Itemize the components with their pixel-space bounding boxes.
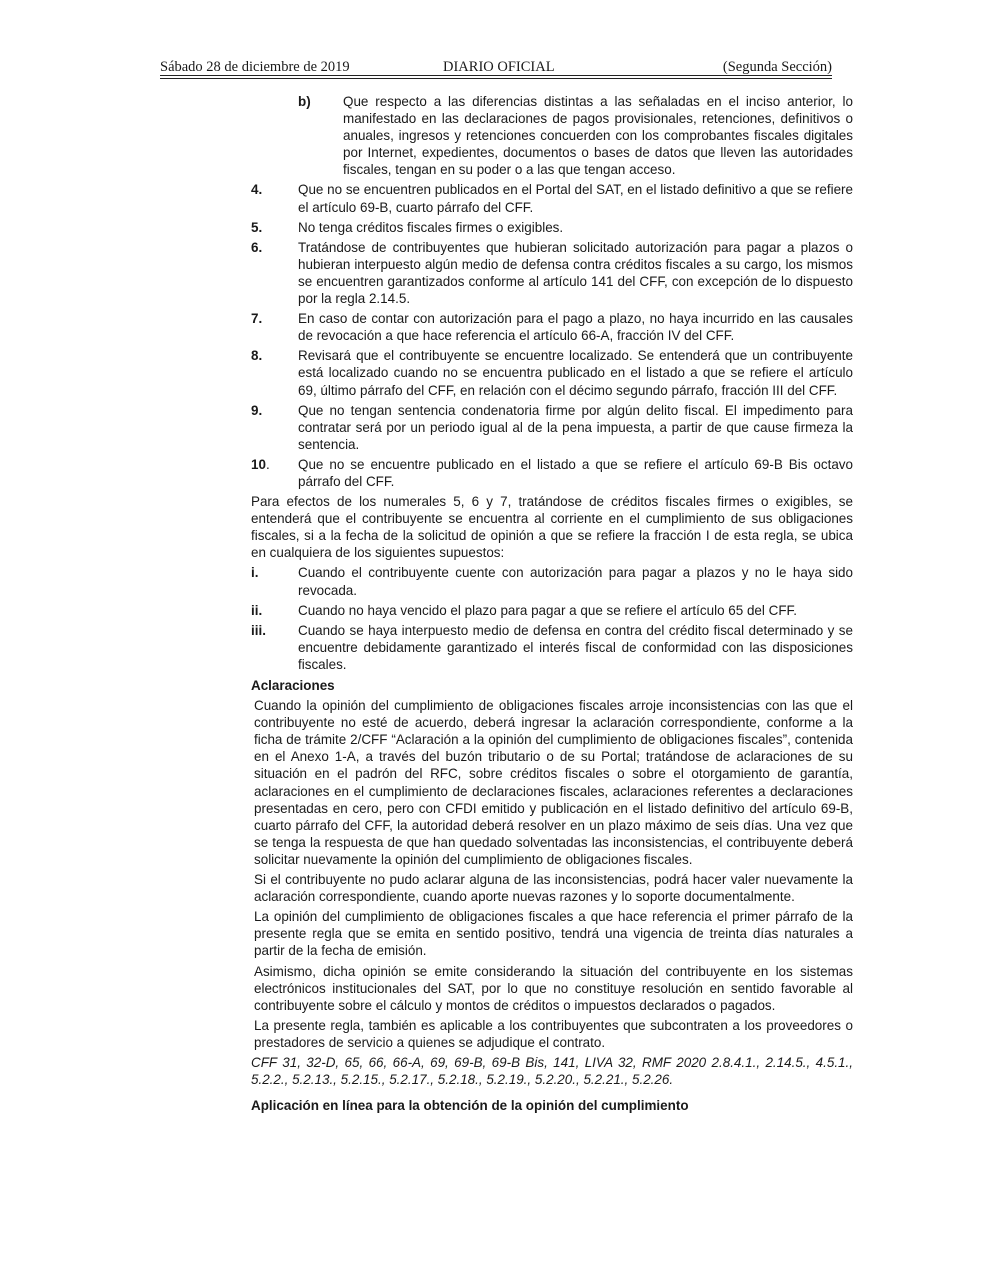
list-item-10 [251, 456, 853, 490]
item-number: 7. [251, 311, 263, 327]
item-text: Cuando el contribuyente cuente con autorización para pagar a plazos y no le haya sido revocada. [298, 565, 853, 598]
paragraph-numerales: Para efectos de los numerales 5, 6 y 7, tratándose de créditos fiscales firmes o exigibles, se entenderá que el contribuyente se encuentra al corriente en el cumplimiento de sus obligaciones fiscales, si a la fecha de la solicitud de opinión a que se refiere la fracción I de esta regla, se ubica en cualquiera de los siguientes supuestos: [251, 494, 853, 561]
item-text: Cuando no haya vencido el plazo para pagar a que se refiere el artículo 65 del CFF. [298, 602, 797, 618]
header-rule-top [160, 75, 832, 76]
list-item-6 [251, 239, 853, 307]
item-text: En caso de contar con autorización para el pago a plazo, no haya incurrido en las causales de revocación a que hace referencia el artículo 66-A, fracción IV del CFF. [298, 311, 853, 344]
item-number: ii. [251, 602, 263, 618]
list-item-5 [251, 219, 853, 236]
item-text: Cuando se haya interpuesto medio de defensa en contra del crédito fiscal determinado y se encuentre debidamente garantizado el interés fiscal de conformidad con las disposiciones fiscales. [298, 622, 853, 672]
item-text: Que no se encuentren publicados en el Portal del SAT, en el listado definitivo a que se refiere el artículo 69-B, cuarto párrafo del CFF. [298, 182, 853, 215]
item-text: Que no se encuentre publicado en el listado a que se refiere el artículo 69-B Bis octavo párrafo del CFF. [298, 456, 853, 489]
header-section: (Segunda Sección) [722, 59, 832, 75]
list-item-8 [251, 347, 853, 398]
legal-references: CFF 31, 32-D, 65, 66, 66-A, 69, 69-B, 69-B Bis, 141, LIVA 32, RMF 2020 2.8.4.1., 2.14.5., 4.5.1., 5.2.2., 5.2.13., 5.2.15., 5.2.17., 5.2.18., 5.2.19., 5.2.20., 5.2.21., 5.2.26. [251, 1054, 853, 1088]
item-number: iii. [251, 622, 266, 638]
item-text: Que respecto a las diferencias distintas a las señaladas en el inciso anterior, lo manifestado en las declaraciones de pagos provisionales, retenciones, definitivos o anuales, ingresos y retenciones concuerden con los comprobantes fiscales digitales por Internet, expedientes, documentos o bases de datos que lleven las autoridades fiscales, tengan en su poder o a las que tengan acceso. [343, 94, 853, 178]
list-item-ii [251, 602, 853, 619]
section-heading-next: Aplicación en línea para la obtención de la opinión del cumplimiento [251, 1098, 689, 1114]
item-text: Revisará que el contribuyente se encuentre localizado. Se entenderá que un contribuyente está localizado cuando no se encuentra publicado en el listado a que se refiere el artículo 69, último párrafo del CFF, en relación con el décimo segundo párrafo, fracción III del CFF. [298, 348, 853, 398]
item-number: 5. [251, 219, 263, 235]
item-label: b) [298, 94, 311, 109]
paragraph: La presente regla, también es aplicable a los contribuyentes que subcontraten a los proveedores o prestadores de servicio a quienes se adjudique el contrato. [254, 1017, 853, 1050]
item-number: 8. [251, 348, 263, 364]
header-date: Sábado 28 de diciembre de 2019 [160, 59, 350, 75]
paragraph: Asimismo, dicha opinión se emite considerando la situación del contribuyente en los sistemas electrónicos institucionales del SAT, por lo que no constituye resolución en sentido favorable al contribuyente sobre el cálculo y montos de créditos o impuestos declarados o pagados. [254, 963, 853, 1013]
document-body [251, 93, 853, 1117]
paragraph: Si el contribuyente no pudo aclarar alguna de las inconsistencias, podrá hacer valer nuevamente la aclaración correspondiente, cuando aporte nuevas razones y lo soporte documentalmente. [254, 872, 853, 905]
list-item-iii [251, 622, 853, 673]
list-item-7 [251, 310, 853, 344]
item-number [251, 456, 298, 490]
item-number-suffix: . [265, 456, 270, 472]
item-text: Que no tengan sentencia condenatoria firme por algún delito fiscal. El impedimento para contratar será por un periodo igual al de la pena impuesta, a partir de que cause firmeza la sentencia. [298, 402, 853, 452]
item-number: 9. [251, 402, 263, 418]
item-number-value: 10 [251, 456, 266, 472]
header-title: DIARIO OFICIAL [443, 59, 555, 75]
list-item-i [251, 564, 853, 598]
list-item-b [298, 93, 853, 178]
list-item-9 [251, 402, 853, 453]
page-header [160, 57, 832, 77]
item-number: 6. [251, 239, 263, 255]
section-heading-aclaraciones: Aclaraciones [251, 678, 335, 693]
paragraph: La opinión del cumplimiento de obligaciones fiscales a que hace referencia el primer párrafo de la presente regla que se emita en sentido positivo, tendrá una vigencia de treinta días naturales a partir de la fecha de emisión. [254, 909, 853, 959]
paragraph: Cuando la opinión del cumplimiento de obligaciones fiscales arroje inconsistencias con las que el contribuyente no esté de acuerdo, deberá ingresar la aclaración correspondiente, conforme a la ficha de trámite 2/CFF “Aclaración a la opinión del cumplimiento de obligaciones fiscales”, contenida en el Anexo 1-A, a través del buzón tributario o de su Portal; tratándose de aclaraciones de su situación en el padrón del RFC, sobre créditos fiscales o sobre el otorgamiento de garantía, aclaraciones en el cumplimiento de declaraciones fiscales, aclaraciones referentes a declaraciones presentadas en cero, pero con CFDI emitido y publicación en el listado definitivo del artículo 69-B, cuarto párrafo del CFF, la autoridad deberá resolver en un plazo máximo de seis días. Una vez que se tenga la respuesta de que han quedado solventadas las inconsistencias, el contribuyente deberá solicitar nuevamente la opinión del cumplimiento de obligaciones fiscales. [254, 698, 853, 867]
item-number: i. [251, 565, 259, 581]
item-text: No tenga créditos fiscales firmes o exigibles. [298, 219, 564, 235]
item-number: 4. [251, 182, 263, 198]
item-text: Tratándose de contribuyentes que hubieran solicitado autorización para pagar a plazos o hubieran interpuesto algún medio de defensa contra créditos fiscales a su cargo, los mismos se encuentren garantizados conforme al artículo 141 del CFF, con excepción de lo dispuesto por la regla 2.14.5. [298, 239, 853, 307]
list-item-4 [251, 181, 853, 215]
header-rule-bottom [160, 78, 832, 79]
